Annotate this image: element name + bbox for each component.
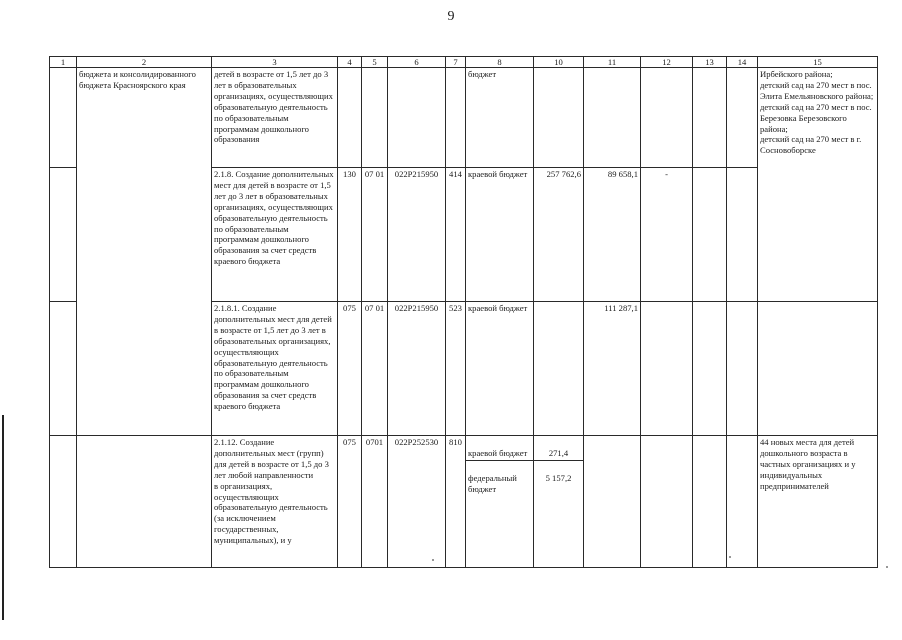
col-header-5: 5 [362,57,388,68]
cell-value-10 [534,302,584,436]
cell-value-10: 257 762,6 [534,168,584,302]
cell-rzpr: 0701 [362,436,388,568]
cell-value-14 [727,302,758,436]
header-row [50,57,878,68]
cell-source-split [466,436,534,568]
source-federal: федеральный бюджет [468,472,517,494]
col-header-12: 12 [641,57,693,68]
cell-value-14 [727,436,758,568]
col-header-3: 3 [212,57,338,68]
cell-value-14 [727,168,758,302]
value-federal: 5 157,2 [545,472,572,483]
col-header-15: 15 [758,57,878,68]
cell-grbs: 075 [338,302,362,436]
cell-number [50,302,77,436]
col-header-10: 10 [534,57,584,68]
cell-measure: детей в возрасте от 1,5 лет до 3 лет в образовательных организациях, осуществляющих образовательную деятельность по образовательным программам дошкольного образования [212,68,338,168]
cell-value-13 [693,168,727,302]
cell-value-14 [727,68,758,168]
cell-rzpr [362,68,388,168]
cell-value-11 [584,68,641,168]
cell-value-12 [641,302,693,436]
scan-edge-line [2,415,4,620]
cell-rzpr: 07 01 [362,302,388,436]
cell-measure: 2.1.8. Создание дополнительных мест для детей в возрасте от 1,5 лет до 3 лет в образовательных организациях, осуществляющих образовательную деятельность по образовательным программам дошкольного образования за счет средств краевого бюджета [212,168,338,302]
cell-value-13 [693,436,727,568]
cell-grbs: 130 [338,168,362,302]
cell-value-13 [693,68,727,168]
col-header-1: 1 [50,57,77,68]
cell-vr: 810 [446,436,466,568]
cell-source: краевой бюджет [466,168,534,302]
cell-result: 44 новых места для детей дошкольного возраста в частных организациях и у индивидуальных предпринимателей [758,436,878,568]
cell-measure: 2.1.8.1. Создание дополнительных мест для детей в возрасте от 1,5 лет до 3 лет в образовательных организациях, осуществляющих образовательную деятельность по образовательным программам дошкольного образования за счет средств краевого бюджета [212,302,338,436]
cell-value-10 [534,68,584,168]
col-header-13: 13 [693,57,727,68]
col-header-14: 14 [727,57,758,68]
cell-csr: 022P252530 [388,436,446,568]
value-regional: 271,4 [534,447,583,461]
cell-value-12: - [641,168,693,302]
col-header-7: 7 [446,57,466,68]
cell-program-name: бюджета и консолидированного бюджета Красноярского края [77,68,212,436]
cell-result: Ирбейского района; детский сад на 270 мест в пос. Элита Емельяновского района; детский сад на 270 мест в пос. Березовка Березовского района; детский сад на 270 мест в г. Сосновоборске [758,68,878,302]
cell-value-12 [641,436,693,568]
cell-vr: 414 [446,168,466,302]
cell-value-11 [584,436,641,568]
table-row [50,68,878,168]
col-header-6: 6 [388,57,446,68]
cell-number [50,168,77,302]
table-row [50,436,878,568]
cell-number [50,436,77,568]
scan-speck [432,559,434,561]
cell-vr [446,68,466,168]
budget-table [49,56,878,568]
cell-grbs [338,68,362,168]
cell-number [50,68,77,168]
cell-csr [388,68,446,168]
cell-result [758,302,878,436]
scan-speck [729,556,731,558]
cell-value-12 [641,68,693,168]
cell-measure: 2.1.12. Создание дополнительных мест (групп) для детей в возрасте от 1,5 до 3 лет любой направленности в организациях, осуществляющих образовательную деятельность (за исключением государственных, муниципальных), и у [212,436,338,568]
cell-value-11: 111 287,1 [584,302,641,436]
cell-rzpr: 07 01 [362,168,388,302]
source-regional: краевой бюджет [466,447,533,461]
cell-grbs: 075 [338,436,362,568]
col-header-11: 11 [584,57,641,68]
cell-program-name-empty [77,436,212,568]
cell-source: бюджет [466,68,534,168]
cell-vr: 523 [446,302,466,436]
cell-value-11: 89 658,1 [584,168,641,302]
col-header-4: 4 [338,57,362,68]
cell-csr: 022P215950 [388,168,446,302]
col-header-8: 8 [466,57,534,68]
page-number: 9 [447,9,455,24]
cell-value-13 [693,302,727,436]
cell-source: краевой бюджет [466,302,534,436]
scan-speck [886,566,888,568]
col-header-2: 2 [77,57,212,68]
cell-value-10-split [534,436,584,568]
cell-csr: 022P215950 [388,302,446,436]
